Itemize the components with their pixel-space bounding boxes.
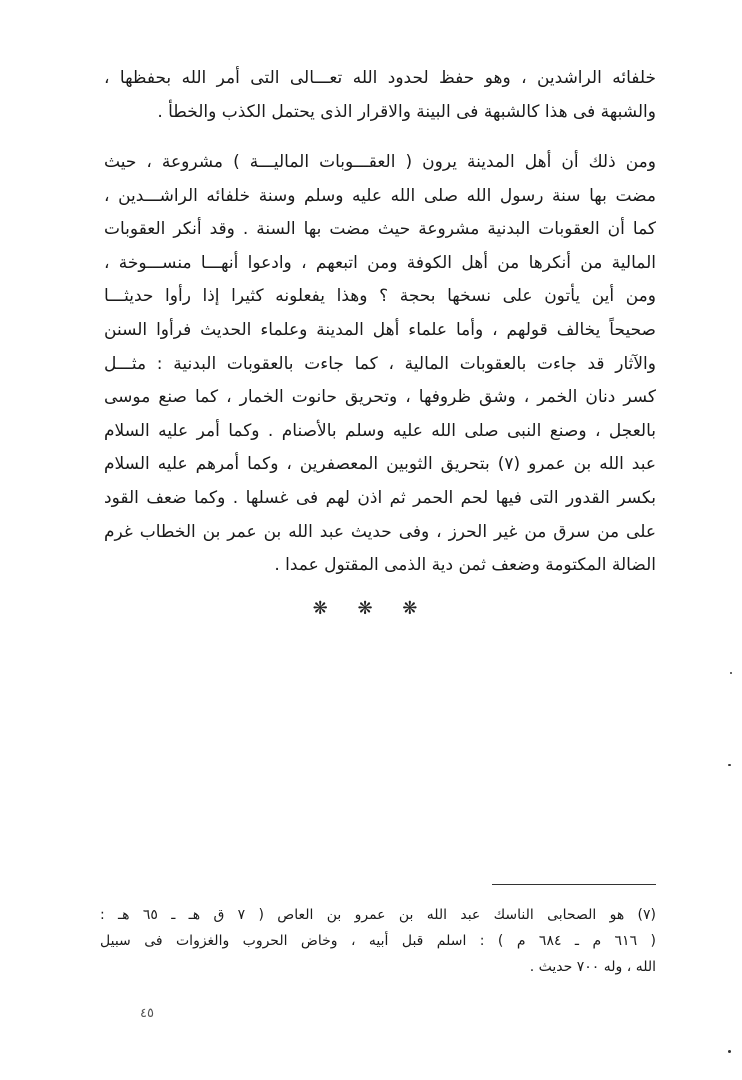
text-line: مضت بها سنة رسول الله صلى الله عليه وسلم وسنة خلفائه الراشـــدين ، [104, 185, 656, 206]
paragraph-2 [104, 146, 656, 583]
text-line: والآثار قد جاءت بالعقوبات المالية ، كما جاءت بالعقوبات البدنية : مثـــل [104, 353, 656, 374]
text-line: ومن أين يأتون على نسخها بحجة ؟ وهذا يفعلونه كثيرا إذا رأوا حديثـــا [104, 286, 656, 307]
text-line: بالعجل ، وصنع النبى صلى الله عليه وسلم بالأصنام . وكما أمر عليه السلام [104, 420, 656, 441]
footnote-divider [492, 884, 656, 885]
text-line: والشبهة فى هذا كالشبهة فى البينة والاقرار الذى يحتمل الكذب والخطأ . [157, 101, 656, 122]
page-number: ٤٥ [140, 1006, 154, 1021]
footnote-line: الله ، وله ٧٠٠ حديث . [529, 959, 656, 975]
text-line: كما أن العقوبات البدنية مشروعة حيث مضت بها السنة . وقد أنكر العقوبات [104, 219, 656, 240]
text-line: المالية من أنكرها من أهل الكوفة ومن اتبعهم ، وادعوا أنهـــا منســـوخة ، [104, 252, 656, 273]
text-line: صحيحاً يخالف قولهم ، وأما علماء أهل المدينة وعلماء الحديث فرأوا السنن [104, 319, 656, 340]
text-line: على من سرق من غير الحرز ، وفى حديث عبد الله بن عمر بن الخطاب غرم [104, 521, 656, 542]
text-line: كسر دنان الخمر ، وشق ظروفها ، وتحريق حانوت الخمار ، كما صنع موسى [104, 387, 656, 408]
text-line: ومن ذلك أن أهل المدينة يرون ( العقـــوبات الماليـــة ) مشروعة ، حيث [104, 152, 656, 172]
scan-speck [728, 764, 731, 766]
paragraph-1 [104, 62, 656, 129]
footnote [100, 902, 656, 980]
footnote-line: (٧) هو الصحابى الناسك عبد الله بن عمرو بن العاص ( ٧ ق هـ ـ ٦٥ هـ : [100, 907, 656, 923]
section-ornament: ❋ ❋ ❋ [312, 598, 430, 619]
scan-speck [728, 1050, 731, 1053]
text-line: الضالة المكتومة وضعف ثمن دية الذمى المقتول عمدا . [274, 555, 656, 576]
text-line: عبد الله بن عمرو (٧) بتحريق الثوبين المعصفرين ، وكما أمرهم عليه السلام [104, 454, 656, 475]
scan-speck [730, 672, 732, 674]
text-line: خلفائه الراشدين ، وهو حفظ لحدود الله تعـــالى التى أمر الله بحفظها ، [104, 68, 656, 88]
footnote-line: ( ٦١٦ م ـ ٦٨٤ م ) : اسلم قبل أبيه ، وخاض الحروب والغزوات فى سبيل [100, 933, 656, 949]
text-line: بكسر القدور التى فيها لحم الحمر ثم اذن لهم فى غسلها . وكما ضعف القود [104, 487, 656, 508]
